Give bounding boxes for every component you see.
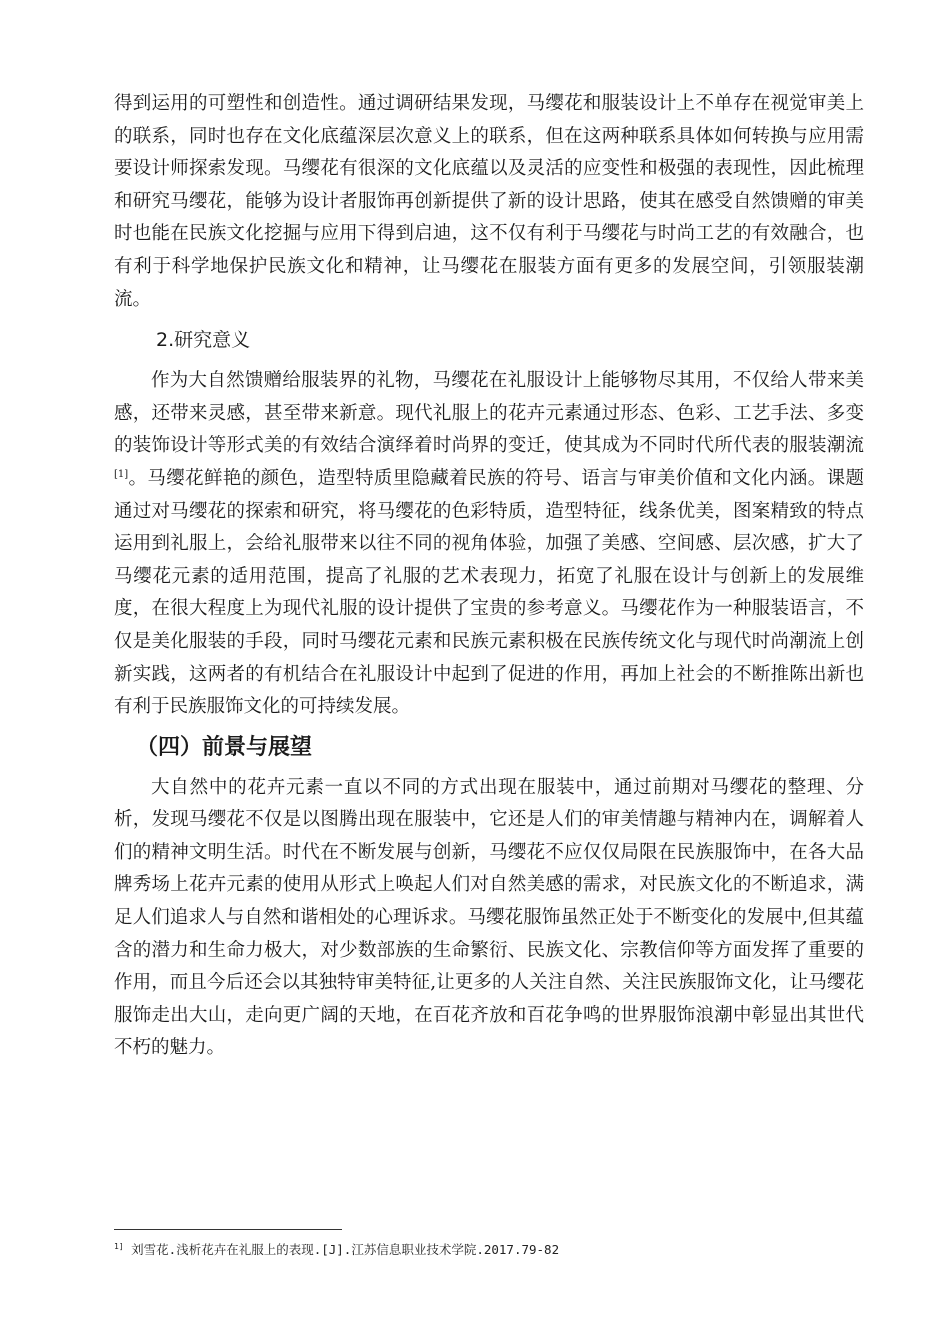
paragraph-text-part-1: 作为大自然馈赠给服装界的礼物，马缨花在礼服设计上能够物尽其用，不仅给人带来美感，还带来灵感，甚至带来新意。现代礼服上的花卉元素通过形态、色彩、工艺手法、多变的装饰设计等形式美的有效结合演绎着时尚界的变迁，使其成为不同时代所代表的服装潮流 xyxy=(114,370,864,457)
footnote-text: 刘雪花.浅析花卉在礼服上的表现.[J].江苏信息职业技术学院.2017.79-82 xyxy=(131,1242,560,1258)
page-body xyxy=(114,88,864,1065)
footnote-divider xyxy=(114,1229,342,1230)
section-heading: （四）前景与展望 xyxy=(136,734,313,760)
footnote-marker: 1] xyxy=(114,1242,124,1251)
prospects-paragraph: 大自然中的花卉元素一直以不同的方式出现在服装中，通过前期对马缨花的整理、分析，发现马缨花不仅是以图腾出现在服装中，它还是人们的审美情趣与精神内在，调解着人们的精神文明生活。时代在不断发展与创新，马缨花不应仅仅局限在民族服饰中，在各大品牌秀场上花卉元素的使用从形式上唤起人们对自然美感的需求，对民族文化的不断追求，满足人们追求人与自然和谐相处的心理诉求。马缨花服饰虽然正处于不断变化的发展中,但其蕴含的潜力和生命力极大，对少数部族的生命繁衍、民族文化、宗教信仰等方面发挥了重要的作用，而且今后还会以其独特审美特征,让更多的人关注自然、关注民族服饰文化，让马缨花服饰走出大山，走向更广阔的天地，在百花齐放和百花争鸣的世界服饰浪潮中彰显出其世代不朽的魅力。 xyxy=(114,776,864,1059)
research-significance-paragraph xyxy=(114,365,864,724)
paragraph-text-part-2: 。马缨花鲜艳的颜色，造型特质里隐藏着民族的符号、语言与审美价值和文化内涵。课题通过对马缨花的探索和研究，将马缨花的色彩特质，造型特征，线条优美，图案精致的特点运用到礼服上，会给礼服带来以往不同的视角体验，加强了美感、空间感、层次感，扩大了马缨花元素的适用范围，提高了礼服的艺术表现力，拓宽了礼服在设计与创新上的发展维度，在很大程度上为现代礼服的设计提供了宝贵的参考意义。马缨花作为一种服装语言，不仅是美化服装的手段，同时马缨花元素和民族元素积极在民族传统文化与现代时尚潮流上创新实践，这两者的有机结合在礼服设计中起到了促进的作用，再加上社会的不断推陈出新也有利于民族服饰文化的可持续发展。 xyxy=(114,467,864,718)
citation-marker[interactable]: [1] xyxy=(114,468,129,480)
continuation-paragraph: 得到运用的可塑性和创造性。通过调研结果发现，马缨花和服装设计上不单存在视觉审美上的联系，同时也存在文化底蕴深层次意义上的联系，但在这两种联系具体如何转换与应用需要设计师探索发现。马缨花有很深的文化底蕴以及灵活的应变性和极强的表现性，因此梳理和研究马缨花，能够为设计者服饰再创新提供了新的设计思路，使其在感受自然馈赠的审美时也能在民族文化挖掘与应用下得到启迪，这不仅有利于马缨花与时尚工艺的有效融合，也有利于科学地保护民族文化和精神，让马缨花在服装方面有更多的发展空间，引领服装潮流。 xyxy=(114,93,864,310)
footnote xyxy=(114,1238,854,1259)
subsection-heading: 2.研究意义 xyxy=(156,329,251,352)
